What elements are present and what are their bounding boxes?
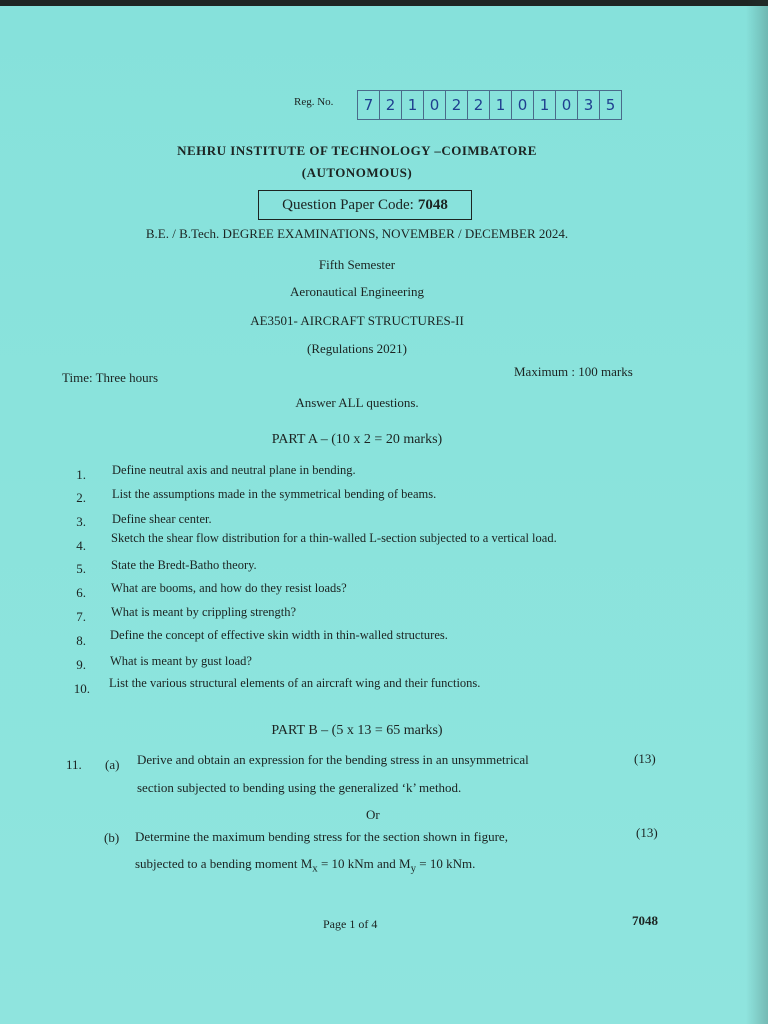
- option-a-text-line1: Derive and obtain an expression for the bending stress in an unsymmetrical: [137, 752, 529, 767]
- reg-digit: 1: [534, 91, 556, 119]
- autonomous-label: (AUTONOMOUS): [301, 165, 413, 180]
- option-a-label: (a): [105, 757, 120, 772]
- question-paper-code-box: [258, 190, 472, 220]
- subscript-y: y: [410, 862, 417, 875]
- code-value: 7048: [417, 196, 448, 213]
- regulations: (Regulations 2021): [306, 341, 407, 356]
- question-text: What is meant by crippling strength?: [111, 605, 297, 619]
- part-b-title: PART B – (5 x 13 = 65 marks): [271, 723, 443, 738]
- reg-digit: 5: [605, 96, 616, 114]
- question-number: 4.: [76, 538, 86, 553]
- question-text: What is meant by gust load?: [110, 654, 252, 668]
- or-separator: Or: [366, 807, 380, 822]
- page-edge-shadow: [746, 0, 768, 1024]
- question-text: What are booms, and how do they resist loads?: [111, 581, 347, 595]
- option-b-label: (b): [104, 830, 120, 845]
- moment-text-prefix: subjected to a bending moment M: [135, 856, 313, 871]
- option-b-text-line2: [135, 856, 475, 875]
- reg-digit: 0: [424, 91, 446, 119]
- instruction: Answer ALL questions.: [295, 395, 419, 410]
- footer-paper-code: 7048: [632, 913, 658, 928]
- moment-text-mid: = 10 kNm and M: [317, 856, 411, 871]
- option-b-marks: (13): [636, 825, 658, 840]
- question-number: 6.: [76, 585, 86, 600]
- reg-digit: 0: [556, 91, 578, 119]
- reg-no-boxes: [357, 90, 622, 120]
- reg-digit: 1: [490, 91, 512, 119]
- question-number: 1.: [76, 467, 86, 482]
- question-number: 3.: [76, 514, 86, 529]
- question-number: 8.: [76, 633, 86, 648]
- page-number: Page 1 of 4: [323, 917, 378, 931]
- reg-digit: 3: [578, 91, 600, 119]
- reg-digit: 0: [512, 91, 534, 119]
- question-number: 2.: [76, 490, 86, 505]
- question-text: List the assumptions made in the symmetrical bending of beams.: [112, 487, 437, 501]
- option-a-text-line2: section subjected to bending using the generalized ‘k’ method.: [137, 780, 462, 795]
- time-allowed: Time: Three hours: [62, 370, 159, 385]
- maximum-marks: Maximum : 100 marks: [514, 364, 633, 379]
- reg-digit: 7: [358, 91, 380, 119]
- background-edge: [0, 0, 768, 6]
- semester: Fifth Semester: [318, 257, 396, 272]
- question-number: 9.: [76, 657, 86, 672]
- question-text: Define neutral axis and neutral plane in bending.: [112, 463, 356, 477]
- reg-digit: 2: [380, 91, 402, 119]
- question-number: 11.: [66, 757, 82, 772]
- question-text: Define the concept of effective skin width in thin-walled structures.: [110, 628, 448, 642]
- question-number: 7.: [76, 609, 86, 624]
- question-text: State the Bredt-Batho theory.: [111, 558, 257, 572]
- code-label: Question Paper Code:: [282, 196, 414, 213]
- exam-title: B.E. / B.Tech. DEGREE EXAMINATIONS, NOVEMBER / DECEMBER 2024.: [145, 226, 569, 241]
- question-text: Define shear center.: [112, 512, 212, 526]
- question-number: 5.: [76, 561, 86, 576]
- question-text: List the various structural elements of an aircraft wing and their functions.: [109, 676, 481, 690]
- option-b-text-line1: Determine the maximum bending stress for the section shown in figure,: [135, 829, 508, 844]
- reg-digit: 2: [468, 91, 490, 119]
- institute-name: NEHRU INSTITUTE OF TECHNOLOGY –COIMBATORE: [177, 143, 537, 158]
- reg-digit: 2: [446, 91, 468, 119]
- reg-digit: 1: [402, 91, 424, 119]
- reg-no-label: Reg. No.: [294, 96, 334, 108]
- part-a-title: PART A – (10 x 2 = 20 marks): [271, 432, 443, 447]
- subscript-x: x: [312, 862, 318, 875]
- subject: AE3501- AIRCRAFT STRUCTURES-II: [250, 313, 464, 328]
- option-a-marks: (13): [634, 751, 656, 766]
- moment-text-suffix: = 10 kNm.: [416, 856, 476, 871]
- question-number: 10.: [73, 681, 90, 696]
- department: Aeronautical Engineering: [290, 284, 424, 299]
- question-text: Sketch the shear flow distribution for a thin-walled L-section subjected to a vertical load.: [111, 531, 557, 545]
